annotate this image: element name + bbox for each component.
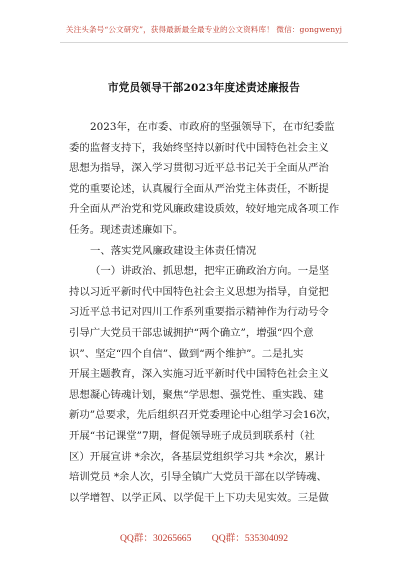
body-line: 2023年，在市委、市政府的坚强领导下，在市纪委监 (90, 121, 335, 133)
body-line: 新功”总要求，先后组织召开党委理论中心组学习会16次， (69, 409, 337, 422)
body-line: 开展主题教育，深入实施习近平新时代中国特色社会主义 (69, 368, 329, 381)
footer-qq-group-1: QQ群：30265665 (119, 533, 192, 544)
body-line: （一）讲政治、抓思想，把牢正确政治方向。一是坚 (90, 265, 329, 278)
body-line: 持以习近平新时代中国特色社会主义思想为指导，自觉把 (69, 285, 329, 298)
document-title: 市党员领导干部2023年度述责述廉报告 (107, 82, 301, 94)
body-line: 任务。现述责述廉如下。 (69, 223, 184, 236)
header-banner: 关注头条号“公文研究”，获得最新最全最专业的公文资料库！ 微信：gongwenyj (65, 25, 343, 34)
body-line: 开展“书记课堂”7期，督促领导班子成员到联系村（社 (69, 429, 315, 442)
body-line: 习近平总书记对四川工作系列重要指示精神作为行动号令 (69, 306, 329, 319)
body-line: 思想凝心铸魂计划，聚焦“学思想、强党性、重实践、建 (69, 388, 324, 401)
body-line: 培训党员 *余人次，引导全镇广大党员干部在以学铸魂、 (69, 471, 327, 484)
body-line: 思想为指导，深入学习贯彻习近平总书记关于全面从严治 (69, 162, 329, 175)
body-line: 以学增智、以学正风、以学促干上下功夫见实效。三是做 (69, 491, 329, 504)
body-line: 升全面从严治党和党风廉政建设质效，较好地完成各项工作 (69, 203, 340, 216)
body-line: 区）开展宣讲 *余次，各基层党组织学习共 *余次，累计 (69, 450, 325, 463)
document-body (69, 117, 351, 508)
body-line: 识”、坚定“四个自信”、做到“两个维护”。二是扎实 (69, 347, 304, 360)
body-line: 一、落实党风廉政建设主体责任情况 (90, 244, 257, 257)
body-line: 党的重要论述，认真履行全面从严治党主体责任，不断提 (69, 182, 329, 195)
footer-qq-group-2: QQ群：535304092 (211, 533, 289, 544)
footer-contact (0, 530, 408, 544)
header-divider (60, 42, 348, 43)
body-line: 委的监督支持下，我始终坚持以新时代中国特色社会主义 (69, 141, 329, 154)
body-line: 引导广大党员干部忠诚拥护“两个确立”，增强“四个意 (69, 326, 314, 339)
